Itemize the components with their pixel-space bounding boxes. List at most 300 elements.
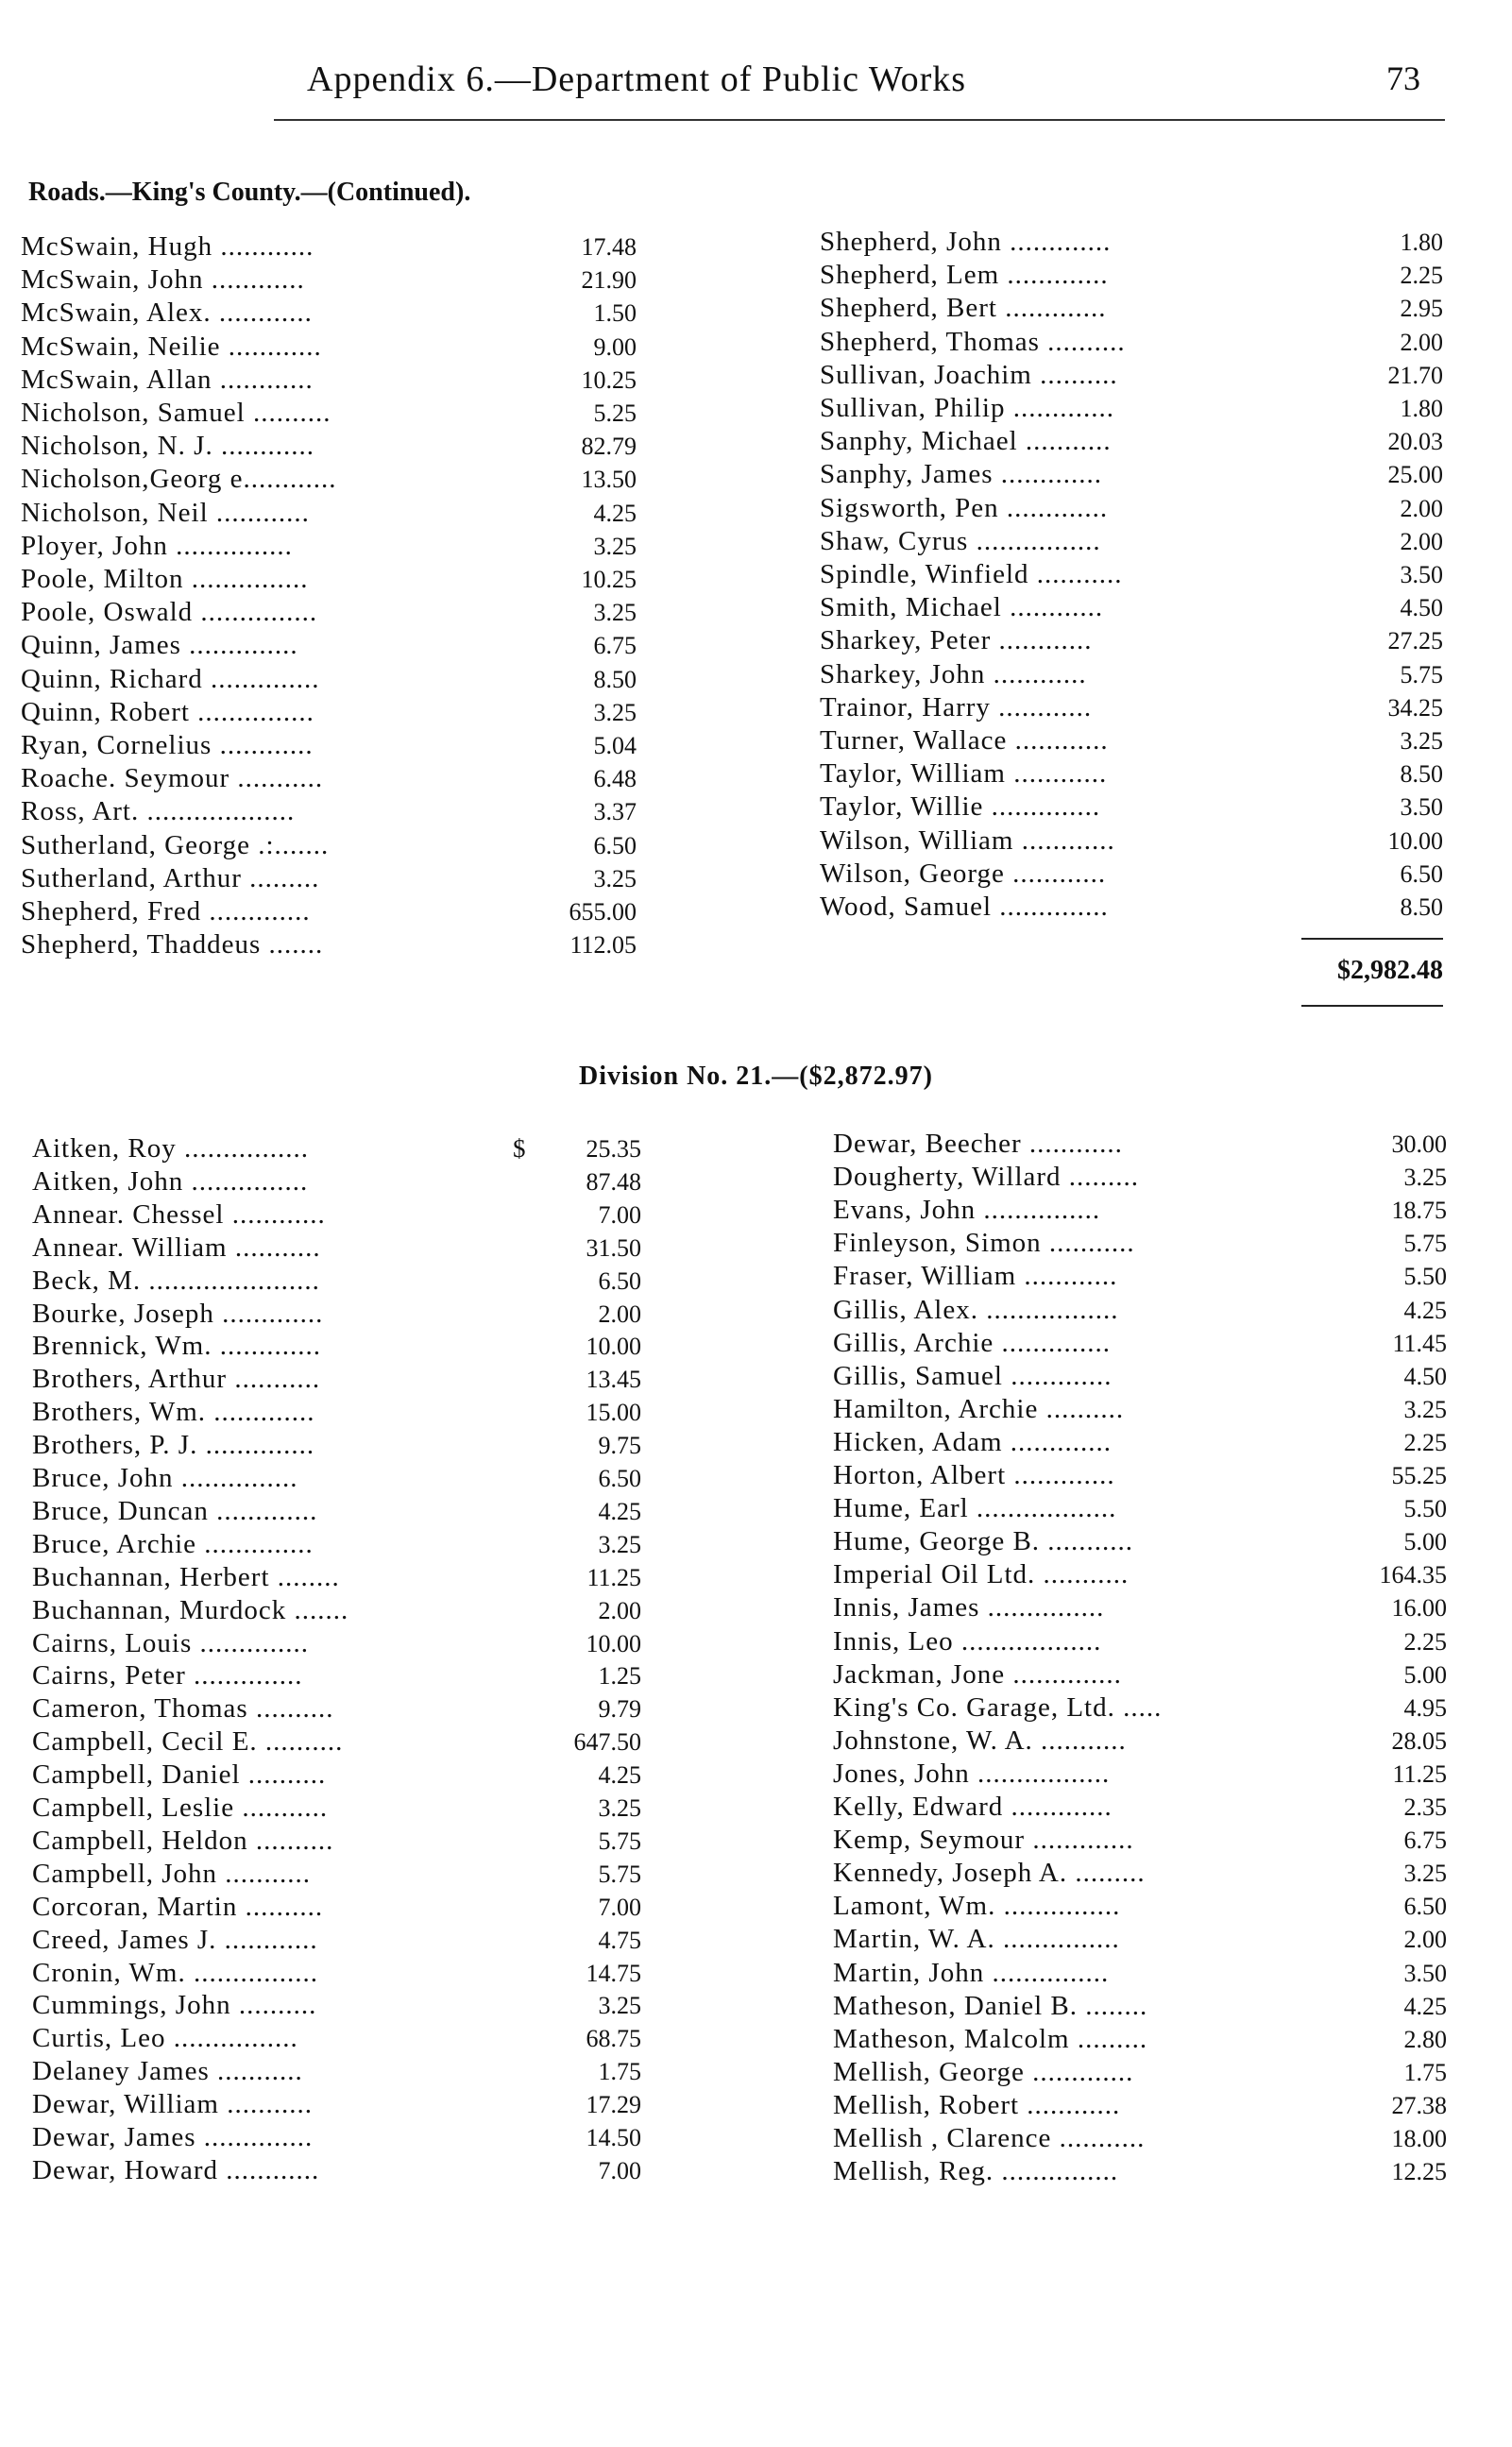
list-item (820, 426, 1443, 459)
list-item (833, 1626, 1456, 1659)
payment-amount: 11.45 (1392, 1329, 1447, 1357)
payment-amount: 10.25 (581, 566, 637, 593)
payment-amount: 8.50 (593, 665, 637, 693)
list-item (32, 2155, 655, 2188)
payment-amount: 3.50 (1400, 793, 1443, 822)
payment-amount: 82.79 (581, 433, 637, 461)
payee-name: Poole, Oswald ............... (21, 597, 318, 628)
payee-name: Turner, Wallace ............ (820, 725, 1109, 756)
list-item (833, 1891, 1456, 1924)
list-item (820, 327, 1443, 360)
list-item (833, 1261, 1456, 1294)
payee-name: Ployer, John ............... (21, 530, 293, 561)
payee-name: Gillis, Archie .............. (833, 1327, 1112, 1358)
payee-name: Poole, Milton ............... (21, 564, 309, 594)
list-item (833, 1129, 1456, 1162)
list-item (21, 431, 644, 464)
list-item (820, 260, 1443, 293)
payee-name: Innis, James ............... (833, 1592, 1105, 1623)
payee-name: Cronin, Wm. ................ (32, 1957, 318, 1988)
payee-name: Corcoran, Martin .......... (32, 1891, 324, 1922)
payee-name: Hamilton, Archie .......... (833, 1393, 1125, 1424)
payment-amount: 12.25 (1391, 2158, 1447, 2186)
payee-name: Shaw, Cyrus ................ (820, 525, 1101, 556)
payee-name: Mellish, Reg. ............... (833, 2156, 1119, 2187)
list-item (833, 1858, 1456, 1891)
payee-name: Brothers, P. J. .............. (32, 1430, 315, 1461)
page-header (0, 59, 1512, 115)
page-number: 73 (1386, 59, 1420, 97)
payee-name: Brennick, Wm. ............. (32, 1331, 321, 1362)
payment-amount: 28.05 (1391, 1726, 1447, 1755)
payee-name: Jones, John ................. (833, 1758, 1111, 1789)
payee-name: Trainor, Harry ............ (820, 691, 1093, 722)
payee-name: Mellish, George ............. (833, 2056, 1134, 2087)
total-double-rule (1301, 1005, 1443, 1007)
payee-name: Dewar, Beecher ............ (833, 1129, 1123, 1159)
payee-name: Johnstone, W. A. ........... (833, 1725, 1127, 1756)
list-item (21, 597, 644, 630)
payee-name: Nicholson, Neil ............ (21, 497, 310, 528)
payment-amount: 3.37 (593, 798, 637, 826)
payee-name: Cairns, Louis .............. (32, 1627, 310, 1658)
list-item (833, 2156, 1456, 2189)
payment-amount: 1.75 (598, 2058, 641, 2086)
payee-name: Cairns, Peter .............. (32, 1660, 303, 1691)
payment-amount: 34.25 (1387, 693, 1443, 722)
list-item (32, 1331, 655, 1364)
list-item (833, 1725, 1456, 1759)
payee-name: McSwain, Alex. ............ (21, 297, 313, 329)
payee-name: Beck, M. ...................... (32, 1265, 320, 1296)
payment-amount: 3.25 (1403, 1395, 1447, 1423)
payee-name: Kemp, Seymour ............. (833, 1825, 1134, 1856)
payee-name: Sanphy, James ............. (820, 459, 1102, 490)
payment-amount: 10.25 (581, 365, 637, 394)
list-item (32, 2056, 655, 2089)
list-item (833, 1792, 1456, 1825)
payment-amount: 8.50 (1400, 760, 1443, 789)
payment-amount: 647.50 (573, 1728, 641, 1757)
payee-name: Matheson, Daniel B. ........ (833, 1990, 1148, 2021)
payment-amount: 14.50 (586, 2124, 641, 2151)
payment-amount: 30.00 (1391, 1130, 1447, 1158)
payee-name: Taylor, William ............ (820, 758, 1108, 790)
payee-name: McSwain, John ............ (21, 264, 305, 296)
payment-amount: 7.00 (598, 2156, 641, 2184)
payment-amount: 5.75 (1403, 1230, 1447, 1258)
list-item (820, 692, 1443, 725)
payment-amount: 10.00 (1387, 826, 1443, 855)
division-title: Division No. 21.—($2,872.97) (579, 1062, 933, 1091)
payment-amount: 9.79 (598, 1695, 641, 1724)
payee-name: Dougherty, Willard ......... (833, 1162, 1140, 1193)
payment-amount: 2.25 (1403, 1428, 1447, 1456)
page-title: Appendix 6.—Department of Public Works (307, 59, 967, 99)
payment-amount: 1.50 (593, 299, 637, 328)
payment-amount: 27.25 (1387, 627, 1443, 655)
payment-amount: 5.75 (598, 1827, 641, 1855)
list-item (21, 398, 644, 431)
payment-amount: 7.00 (598, 1200, 641, 1229)
payment-amount: 4.50 (1403, 1362, 1447, 1390)
payment-amount: 8.50 (1400, 893, 1443, 921)
payment-amount: 2.25 (1403, 1627, 1447, 1656)
payee-name: Lamont, Wm. ............... (833, 1891, 1121, 1922)
list-item (820, 227, 1443, 260)
list-item (21, 630, 644, 663)
payment-amount: 4.25 (1403, 1296, 1447, 1324)
payment-amount: 3.25 (593, 599, 637, 627)
list-item (21, 730, 644, 763)
payee-name: Delaney James ........... (32, 2056, 303, 2087)
list-item (32, 1990, 655, 2023)
payee-name: Mellish, Robert ............ (833, 2089, 1121, 2120)
payee-name: Campbell, Cecil E. .......... (32, 1726, 344, 1758)
list-item (833, 1958, 1456, 1991)
payment-amount: 9.00 (593, 332, 637, 361)
payee-name: Sullivan, Philip ............. (820, 393, 1114, 423)
list-item (833, 1825, 1456, 1858)
payment-amount: 6.50 (1403, 1893, 1447, 1921)
payee-name: Nicholson, N. J. ............ (21, 431, 314, 462)
list-item (833, 1692, 1456, 1725)
list-item (32, 1463, 655, 1496)
payee-name: Horton, Albert ............. (833, 1460, 1115, 1490)
payment-amount: 5.50 (1403, 1263, 1447, 1291)
payment-amount: 6.48 (593, 765, 637, 793)
list-item (32, 1759, 655, 1793)
payment-amount: 10.00 (586, 1333, 641, 1361)
list-item (32, 1859, 655, 1892)
payee-name: Brothers, Wm. ............. (32, 1397, 315, 1428)
list-item (21, 664, 644, 697)
payment-amount: 4.50 (1400, 594, 1443, 622)
list-item (833, 1592, 1456, 1625)
list-item (820, 592, 1443, 625)
payment-amount: 10.00 (586, 1629, 641, 1657)
payee-name: Curtis, Leo ................ (32, 2023, 298, 2054)
total-rule (1301, 938, 1443, 940)
payment-amount: 4.25 (598, 1761, 641, 1790)
list-item (820, 725, 1443, 758)
payee-name: Shepherd, Thomas .......... (820, 326, 1126, 357)
payee-name: Sharkey, Peter ............ (820, 625, 1093, 656)
payment-amount: 14.75 (586, 1959, 641, 1987)
list-item (32, 2023, 655, 2056)
list-item (833, 1162, 1456, 1195)
list-item (21, 264, 644, 297)
payee-name: McSwain, Hugh ............ (21, 231, 314, 262)
list-item (833, 1991, 1456, 2024)
payee-name: Finleyson, Simon ........... (833, 1228, 1135, 1259)
payee-name: Imperial Oil Ltd. ........... (833, 1559, 1130, 1590)
payee-name: Quinn, Robert ............... (21, 696, 314, 727)
payee-name: Kelly, Edward ............. (833, 1792, 1113, 1822)
payment-amount: 5.75 (1400, 660, 1443, 688)
list-item (32, 1199, 655, 1232)
payment-amount: 13.45 (586, 1366, 641, 1394)
payee-name: Aitken, Roy ................ (32, 1133, 310, 1164)
payment-amount: 55.25 (1391, 1462, 1447, 1489)
payee-name: McSwain, Neilie ............ (21, 331, 322, 362)
payment-amount: 2.25 (1400, 262, 1443, 290)
payment-amount: 5.04 (593, 732, 637, 759)
payment-amount: 5.00 (1403, 1660, 1447, 1689)
payment-amount: 31.50 (586, 1233, 641, 1262)
list-item (32, 1628, 655, 1661)
payee-name: Brothers, Arthur ........... (32, 1364, 321, 1395)
payment-amount: 11.25 (1392, 1759, 1447, 1788)
list-item (32, 1299, 655, 1332)
payee-name: Roache. Seymour ........... (21, 763, 324, 794)
list-item (820, 791, 1443, 824)
list-item (21, 697, 644, 730)
payment-amount: 68.75 (586, 2025, 641, 2053)
list-item (833, 1659, 1456, 1692)
dollar-sign: $ (513, 1134, 526, 1163)
payment-amount: 3.25 (593, 864, 637, 892)
payee-name: Dewar, Howard ............ (32, 2154, 320, 2185)
payment-amount: 20.03 (1387, 428, 1443, 456)
payment-amount: 3.25 (593, 532, 637, 560)
payee-name: Nicholson,Georg e............ (21, 464, 337, 495)
payment-amount: 5.25 (593, 399, 637, 427)
payee-name: Shepherd, Thaddeus ....... (21, 929, 324, 960)
payment-amount: 2.00 (598, 1596, 641, 1624)
payment-amount: 2.00 (1403, 1926, 1447, 1954)
list-item (833, 2057, 1456, 2090)
payee-name: Buchannan, Herbert ........ (32, 1561, 340, 1592)
payee-name: Shepherd, Bert ............. (820, 293, 1107, 324)
list-item (21, 297, 644, 331)
payment-amount: 4.25 (1403, 1992, 1447, 2020)
payee-name: Nicholson, Samuel .......... (21, 398, 331, 428)
list-item (21, 929, 644, 962)
list-item (833, 1924, 1456, 1957)
payment-amount: 1.80 (1400, 229, 1443, 256)
header-rule (274, 119, 1445, 121)
list-item (21, 796, 644, 829)
payment-amount: 2.00 (1400, 328, 1443, 356)
payee-name: Quinn, James .............. (21, 630, 298, 661)
payment-amount: 3.25 (598, 1530, 641, 1558)
payee-name: Buchannan, Murdock ....... (32, 1594, 349, 1625)
payee-name: Wilson, George ............ (820, 858, 1107, 889)
payment-amount: 6.50 (593, 831, 637, 859)
payment-amount: 1.75 (1403, 2058, 1447, 2086)
payment-amount: 112.05 (569, 931, 637, 960)
payee-name: Martin, John ............... (833, 1957, 1110, 1988)
list-item (833, 1559, 1456, 1592)
payment-amount: 4.75 (598, 1926, 641, 1954)
list-item (32, 1892, 655, 1925)
payment-amount: 6.75 (593, 632, 637, 660)
list-item (833, 2123, 1456, 2156)
payee-name: Dewar, William ........... (32, 2089, 313, 2120)
list-item (32, 1793, 655, 1826)
list-item (820, 758, 1443, 791)
payee-name: Matheson, Malcolm ......... (833, 2023, 1148, 2054)
payment-amount: 655.00 (569, 898, 637, 926)
payment-amount: 3.50 (1403, 1959, 1447, 1987)
payment-amount: 164.35 (1379, 1561, 1447, 1589)
list-item (21, 564, 644, 597)
payee-name: Shepherd, Lem ............. (820, 260, 1109, 291)
payee-name: Ross, Art. ................... (21, 796, 296, 827)
payment-amount: 1.80 (1400, 395, 1443, 422)
list-item (32, 1232, 655, 1266)
payee-name: Creed, James J. ............ (32, 1924, 318, 1955)
list-item (32, 1925, 655, 1958)
payment-amount: 3.25 (1403, 1860, 1447, 1888)
payment-amount: 3.25 (1403, 1164, 1447, 1192)
payment-amount: 17.48 (581, 233, 637, 261)
payee-name: Aitken, John ............... (32, 1165, 309, 1197)
payee-name: Innis, Leo .................. (833, 1625, 1102, 1657)
payee-name: Campbell, Leslie ........... (32, 1793, 329, 1823)
list-item (833, 2090, 1456, 2123)
list-item (32, 1693, 655, 1726)
roads-total: $2,982.48 (1337, 956, 1443, 985)
payment-amount: 7.00 (598, 1893, 641, 1921)
list-item (32, 1266, 655, 1299)
list-item (833, 1328, 1456, 1361)
list-item (833, 1460, 1456, 1493)
payee-name: Spindle, Winfield ........... (820, 559, 1123, 589)
payee-name: Taylor, Willie .............. (820, 791, 1101, 823)
list-item (21, 498, 644, 531)
list-item (833, 1394, 1456, 1427)
payment-amount: 4.25 (593, 499, 637, 527)
payment-amount: 17.29 (586, 2091, 641, 2119)
list-item (820, 625, 1443, 658)
payment-amount: 5.75 (598, 1860, 641, 1888)
list-item (32, 1958, 655, 1991)
list-item (32, 1397, 655, 1430)
list-item (820, 825, 1443, 858)
list-item (833, 1228, 1456, 1261)
list-item (833, 1295, 1456, 1328)
payee-name: Sigsworth, Pen ............. (820, 492, 1109, 523)
payment-amount: 16.00 (1391, 1594, 1447, 1623)
list-item (833, 1759, 1456, 1792)
list-item (32, 2122, 655, 2155)
payee-name: Kennedy, Joseph A. ......... (833, 1858, 1146, 1889)
list-item (820, 493, 1443, 526)
list-item (32, 1166, 655, 1199)
payee-name: Sullivan, Joachim .......... (820, 359, 1118, 390)
payment-amount: 25.00 (1387, 461, 1443, 489)
payee-name: Campbell, Heldon .......... (32, 1825, 334, 1856)
list-item (820, 559, 1443, 592)
list-item (21, 531, 644, 564)
payee-name: Bruce, Duncan ............. (32, 1495, 318, 1526)
list-item (32, 2089, 655, 2122)
payee-name: Shepherd, John ............. (820, 227, 1112, 257)
payee-name: Annear. Chessel ............ (32, 1198, 326, 1230)
payee-name: King's Co. Garage, Ltd. ..... (833, 1691, 1163, 1723)
list-item (833, 1195, 1456, 1228)
payment-amount: 4.25 (598, 1497, 641, 1525)
payee-name: Wood, Samuel .............. (820, 892, 1109, 922)
list-item (32, 1826, 655, 1859)
payment-amount: 3.25 (593, 698, 637, 726)
list-item (820, 892, 1443, 925)
payee-name: Ryan, Cornelius ............ (21, 730, 314, 760)
payment-amount: 4.95 (1403, 1693, 1447, 1722)
list-item (32, 1496, 655, 1529)
list-item (820, 293, 1443, 326)
list-item (32, 1529, 655, 1562)
payment-amount: 2.95 (1400, 295, 1443, 323)
payee-name: Wilson, William ............ (820, 824, 1115, 856)
payee-name: Bruce, Archie .............. (32, 1528, 314, 1559)
payee-name: Campbell, John ........... (32, 1858, 312, 1889)
list-item (820, 526, 1443, 559)
payee-name: Mellish , Clarence ........... (833, 2123, 1146, 2153)
payee-name: Hume, Earl .................. (833, 1493, 1117, 1524)
section-title-roads: Roads.—King's County.—(Continued). (28, 178, 471, 207)
payee-name: Campbell, Daniel .......... (32, 1759, 327, 1791)
list-item (21, 830, 644, 863)
payee-name: Quinn, Richard .............. (21, 663, 320, 694)
payment-amount: 2.35 (1403, 1793, 1447, 1821)
payment-amount: 3.25 (598, 1992, 641, 2020)
payment-amount: 2.00 (1400, 494, 1443, 522)
payee-name: Shepherd, Fred ............. (21, 896, 311, 926)
list-item (833, 1427, 1456, 1460)
list-item (820, 858, 1443, 892)
payment-amount: 11.25 (586, 1563, 641, 1591)
payment-amount: 3.25 (598, 1794, 641, 1822)
list-item (32, 1562, 655, 1595)
payment-amount: 9.75 (598, 1432, 641, 1460)
payment-amount: 5.50 (1403, 1495, 1447, 1523)
payment-amount: 1.25 (598, 1662, 641, 1691)
payee-name: Annear. William ........... (32, 1232, 321, 1263)
list-item (21, 464, 644, 497)
payment-amount: 15.00 (586, 1399, 641, 1427)
payment-amount: 27.38 (1391, 2091, 1447, 2119)
payee-name: Fraser, William ............ (833, 1261, 1118, 1292)
payment-amount: 6.50 (598, 1465, 641, 1492)
list-item (21, 331, 644, 365)
list-item (820, 659, 1443, 692)
payment-amount: 6.50 (1400, 859, 1443, 888)
list-item (32, 1364, 655, 1397)
payment-amount: 13.50 (581, 466, 637, 494)
list-item (32, 1430, 655, 1463)
payee-name: Bourke, Joseph ............. (32, 1298, 324, 1329)
payment-amount: 2.80 (1403, 2025, 1447, 2053)
payment-amount: 21.90 (581, 266, 637, 295)
list-item (21, 365, 644, 398)
payment-amount: 6.50 (598, 1266, 641, 1295)
payment-amount: 3.25 (1400, 727, 1443, 755)
list-item (833, 1493, 1456, 1526)
payment-amount: 25.35 (586, 1135, 641, 1163)
payee-name: Cameron, Thomas .......... (32, 1693, 334, 1725)
payee-name: Smith, Michael ............ (820, 592, 1104, 623)
list-item (820, 360, 1443, 393)
payment-amount: 18.75 (1391, 1197, 1447, 1225)
payment-amount: 5.00 (1403, 1528, 1447, 1556)
list-item (21, 896, 644, 929)
payee-name: Hume, George B. ........... (833, 1526, 1134, 1557)
payment-amount: 18.00 (1391, 2125, 1447, 2152)
list-item (32, 1133, 655, 1166)
